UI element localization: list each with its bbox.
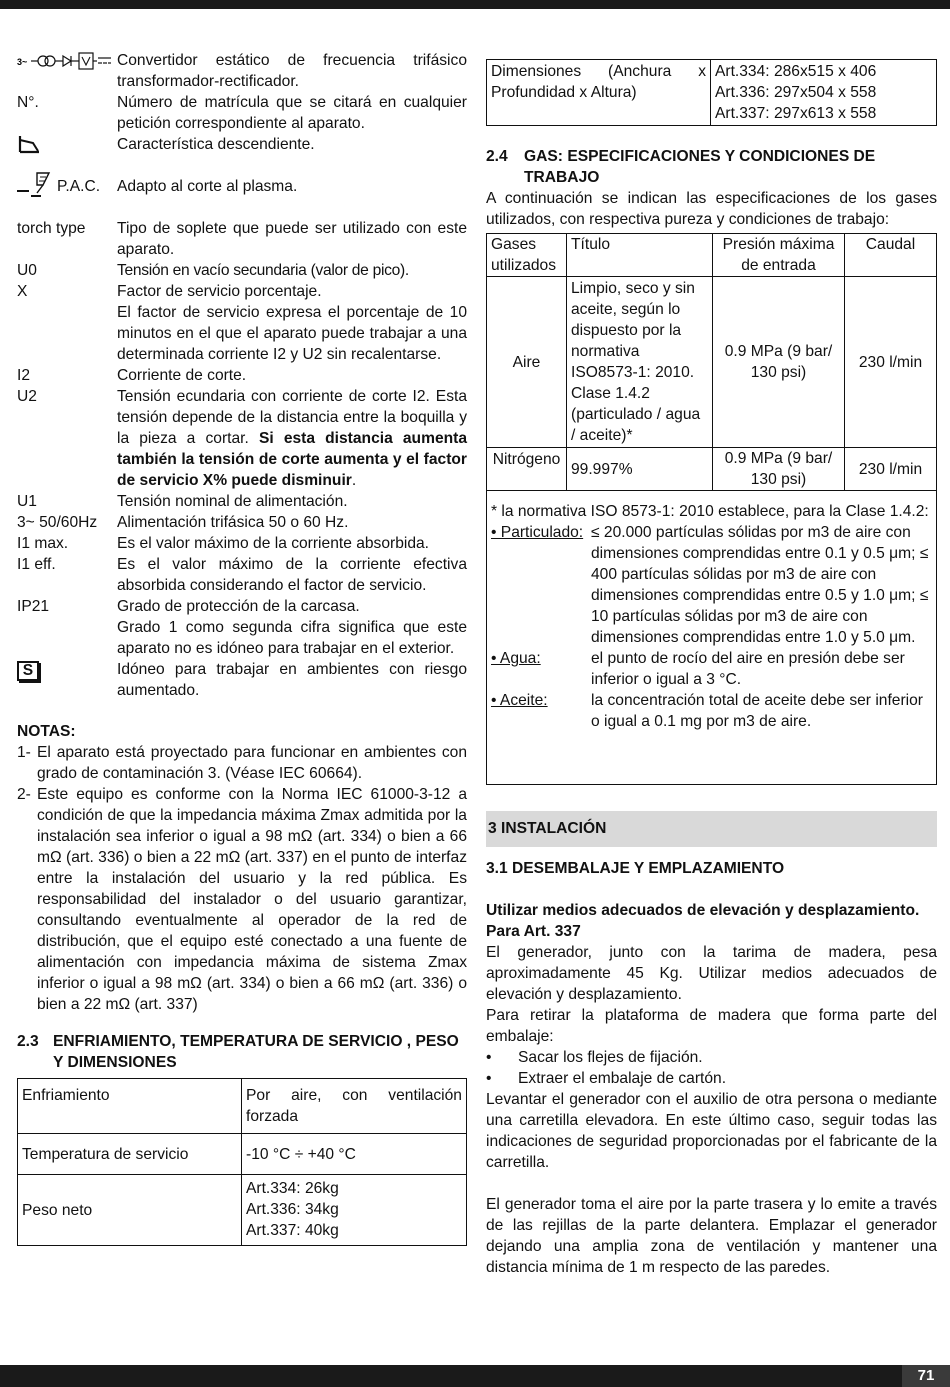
def-row <box>17 281 467 302</box>
symbol-definitions <box>17 50 467 701</box>
note-item <box>17 784 467 1015</box>
bullet-item <box>486 1068 937 1089</box>
bullet-dot: • <box>486 1070 492 1087</box>
dimensions-table <box>486 59 937 126</box>
u2-desc-end: . <box>351 472 357 489</box>
def-row <box>17 50 467 92</box>
descending-characteristic-icon <box>17 135 41 155</box>
bottom-bar <box>0 1365 950 1387</box>
paragraph: El generador, junto con la tarima de madera, pesa aproximadamente 45 Kg. Utilizar medios adecuados de elevación y desplazamiento. <box>486 944 937 1003</box>
def-term: IP21 <box>17 598 50 615</box>
def-row <box>17 260 467 281</box>
table-cell: Temperatura de servicio <box>18 1134 242 1175</box>
def-term: I1 eff. <box>17 556 56 573</box>
dimension-line: Art.336: 297x504 x 558 <box>715 84 877 101</box>
footnote-intro <box>491 501 932 522</box>
table-row <box>18 1134 467 1175</box>
note-number: 1- <box>17 744 31 761</box>
footnote-key: • Particulado: <box>491 524 584 541</box>
section-2-4-heading <box>486 146 937 188</box>
def-term <box>17 617 117 659</box>
section-number: 2.3 <box>17 1033 39 1050</box>
lifting-warning: Utilizar medios adecuados de elevación y desplazamiento. <box>486 902 920 919</box>
gas-name: Aire <box>487 277 567 448</box>
weight-line: Art.336: 34kg <box>246 1201 339 1218</box>
bullet-text: Extraer el embalaje de cartón. <box>518 1070 727 1087</box>
def-term: 3~ 50/60Hz <box>17 514 98 531</box>
def-row <box>17 491 467 512</box>
footnote-item <box>491 522 932 648</box>
bullet-dot: • <box>486 1049 492 1066</box>
dimension-line: Art.337: 297x613 x 558 <box>715 105 877 122</box>
weight-line: Art.337: 40kg <box>246 1222 339 1239</box>
def-desc: Tensión en vacío secundaria (valor de pico). <box>117 262 409 279</box>
def-term <box>17 134 117 155</box>
def-term: N°. <box>17 94 39 111</box>
section-2-3-heading <box>17 1031 467 1073</box>
top-bar <box>0 0 950 9</box>
section-number: 2.4 <box>486 148 508 165</box>
table-cell: Dimensiones (Anchura x Profundidad x Altura) <box>487 60 711 126</box>
def-desc: Grado 1 como segunda cifra significa que este aparato no es idóneo para trabajar en el exterior. <box>117 619 467 657</box>
def-term <box>17 659 117 701</box>
table-row <box>487 60 937 126</box>
def-term <box>17 50 117 92</box>
note-text: El aparato está proyectado para funcionar en ambientes con grado de contaminación 3. (Véase IEC 60664). <box>37 744 467 782</box>
note-text: Este equipo es conforme con la Norma IEC 61000-3-12 a condición de que la impedancia máxima Zmax admitida por la instalación sea inferior o igual a 98 mΩ (art. 334) o bien a 66 mΩ (art. 336) o bien a 22 mΩ (art. 337) en el punto de interfaz entre la instalación del usuario y la red pública. Es responsabilidad del instalador o del usuario garantizar, consultando eventualmente al operador de la red de distribución, que el equipo esté conectado a una fuente de alimentación con impedancia máxima de sistema Zmax inferior o igual a 98 mΩ (art. 334) o bien a 66 mΩ (art. 336) o bien a 22 mΩ (art. 337) <box>37 786 467 1013</box>
gas-flow: 230 l/min <box>845 277 937 448</box>
section-title: GAS: ESPECIFICACIONES Y CONDICIONES DE TRABAJO <box>524 148 876 186</box>
table-cell <box>711 60 937 126</box>
notes-title: NOTAS: <box>17 723 76 740</box>
table-header-row <box>487 234 937 277</box>
footnote-item <box>491 648 932 690</box>
def-term: U0 <box>17 262 37 279</box>
footnote-value: ≤ 20.000 partículas sólidas por m3 de aire con dimensiones comprendidas entre 0.1 y 0.5 μm; ≤ 400 partículas sólidas por m3 de aire con dimensiones comprendidas entre 0.5 y 1.0 μm; ≤ 10 partículas sólidas por m3 de aire con dimensiones comprendidas entre 1.0 y 5.0 μm. <box>591 524 929 646</box>
def-row <box>17 512 467 533</box>
table-row <box>487 448 937 491</box>
def-desc: Grado de protección de la carcasa. <box>117 598 360 615</box>
def-row <box>17 218 467 260</box>
def-row <box>17 176 467 197</box>
transformer-rectifier-symbol-icon <box>17 51 113 71</box>
section-3-heading: 3 INSTALACIÓN <box>486 811 937 847</box>
weight-line: Art.334: 26kg <box>246 1180 339 1197</box>
table-row <box>18 1175 467 1246</box>
footnote-value: el punto de rocío del aire en presión debe ser inferior o igual a 3 °C. <box>591 650 905 688</box>
def-term: torch type <box>17 220 86 237</box>
cooling-weight-table <box>17 1078 467 1246</box>
paragraph: Levantar el generador con el auxilio de otra persona o mediante una carretilla elevadora. En este último caso, seguir todas las indicaciones de seguridad proporcionadas por el fabricante de la carretilla. <box>486 1091 937 1171</box>
def-desc: Convertidor estático de frecuencia trifásico transformador-rectificador. <box>117 52 467 90</box>
def-row <box>17 617 467 659</box>
def-row <box>17 533 467 554</box>
plasma-torch-icon <box>17 171 57 197</box>
def-desc: Factor de servicio porcentaje. <box>117 283 322 300</box>
header-gases: Gases utilizados <box>487 234 567 277</box>
note-number: 2- <box>17 786 31 803</box>
header-flow: Caudal <box>845 234 937 277</box>
def-row <box>17 596 467 617</box>
table-row <box>18 1079 467 1134</box>
bullet-text: Sacar los flejes de fijación. <box>518 1049 703 1066</box>
table-cell: Peso neto <box>18 1175 242 1246</box>
para-art-337: Para Art. 337 <box>486 923 581 940</box>
footnote-key: • Agua: <box>491 650 541 667</box>
table-cell: -10 °C ÷ +40 °C <box>242 1134 467 1175</box>
def-desc: Característica descendiente. <box>117 136 315 153</box>
table-cell: Por aire, con ventilación forzada <box>242 1079 467 1134</box>
def-row <box>17 365 467 386</box>
iso-footnote-box <box>486 491 937 785</box>
bullet-item <box>486 1047 937 1068</box>
def-desc: Adapto al corte al plasma. <box>117 178 298 195</box>
footnote-key: • Aceite: <box>491 692 548 709</box>
def-term <box>17 176 117 197</box>
paragraph: Para retirar la plataforma de madera que forma parte del embalaje: <box>486 1007 937 1045</box>
def-term <box>17 302 117 365</box>
def-row <box>17 659 467 701</box>
def-desc: Tipo de soplete que puede ser utilizado con este aparato. <box>117 220 467 258</box>
def-desc: El factor de servicio expresa el porcentaje de 10 minutos en el que el aparato puede trabajar a una determinada corriente I2 y U2 sin recalentarse. <box>117 304 467 363</box>
gas-pressure: 0.9 MPa (9 bar/ 130 psi) <box>713 277 845 448</box>
footnote-value: la concentración total de aceite debe ser inferior o igual a 0.1 mg por m3 de aire. <box>591 692 923 730</box>
gas-title: 99.997% <box>567 448 713 491</box>
def-row <box>17 386 467 491</box>
table-cell: Enfriamiento <box>18 1079 242 1134</box>
def-desc: Es el valor máximo de la corriente efectiva absorbida considerando el factor de servicio. <box>117 556 467 594</box>
def-desc: Corriente de corte. <box>117 367 247 384</box>
gas-name: Nitrógeno <box>487 448 567 491</box>
paragraph: El generador toma el aire por la parte trasera y lo emite a través de las rejillas de la parte delantera. Emplazar el generador dejando una amplia zona de ventilación y mantener una distancia mínima de 1 m respecto de las paredes. <box>486 1196 937 1276</box>
def-row <box>17 92 467 134</box>
page-number: 71 <box>902 1365 950 1387</box>
table-cell <box>242 1175 467 1246</box>
gas-flow: 230 l/min <box>845 448 937 491</box>
header-title: Título <box>567 234 713 277</box>
def-desc: Es el valor máximo de la corriente absorbida. <box>117 535 430 552</box>
u2-desc-bold: Si esta distancia aumenta también la tensión de corte aumenta y el factor de servicio X% puede disminuir <box>117 430 468 489</box>
def-term: U2 <box>17 388 37 405</box>
section-3-1-heading: 3.1 DESEMBALAJE Y EMPLAZAMIENTO <box>486 860 785 877</box>
u2-desc: Tensión ecundaria con corriente de corte I2. Esta tensión depende de la distancia entre la boquilla y la pieza a cortar. <box>117 388 467 447</box>
note-item <box>17 742 467 784</box>
table-row <box>487 277 937 448</box>
def-row <box>17 134 467 155</box>
gas-pressure: 0.9 MPa (9 bar/ 130 psi) <box>713 448 845 491</box>
gas-specs-table <box>486 233 937 491</box>
dimension-line: Art.334: 286x515 x 406 <box>715 63 877 80</box>
def-desc: Número de matrícula que se citará en cualquier petición correspondiente al aparato. <box>117 94 467 132</box>
def-desc: Tensión nominal de alimentación. <box>117 493 348 510</box>
s-symbol-icon: S <box>17 661 39 681</box>
section-2-4-intro: A continuación se indican las especificaciones de los gases utilizados, con respectiva pureza y condiciones de trabajo: <box>486 190 937 228</box>
header-pressure: Presión máxima de entrada <box>713 234 845 277</box>
def-term: X <box>17 283 28 300</box>
def-term: I1 max. <box>17 535 69 552</box>
three-phase-label: 3~ <box>17 56 28 67</box>
def-desc: Alimentación trifásica 50 o 60 Hz. <box>117 514 349 531</box>
right-column <box>486 50 937 1278</box>
def-desc: Idóneo para trabajar en ambientes con riesgo aumentado. <box>117 661 467 699</box>
pac-label: P.A.C. <box>57 178 101 195</box>
def-row <box>17 302 467 365</box>
section-title: ENFRIAMIENTO, TEMPERATURA DE SERVICIO , PESO Y DIMENSIONES <box>53 1033 459 1071</box>
gas-title: Limpio, seco y sin aceite, según lo dispuesto por la normativa ISO8573-1: 2010. Clase 1.4.2 (particulado / agua / aceite)* <box>567 277 713 448</box>
def-row <box>17 554 467 596</box>
footnote-intro-text: * la normativa ISO 8573-1: 2010 establece, para la Clase 1.4.2: <box>491 503 929 520</box>
def-term: I2 <box>17 367 31 384</box>
def-desc <box>117 386 467 491</box>
def-term: U1 <box>17 493 37 510</box>
left-column <box>17 50 467 1246</box>
footnote-item <box>491 690 932 732</box>
